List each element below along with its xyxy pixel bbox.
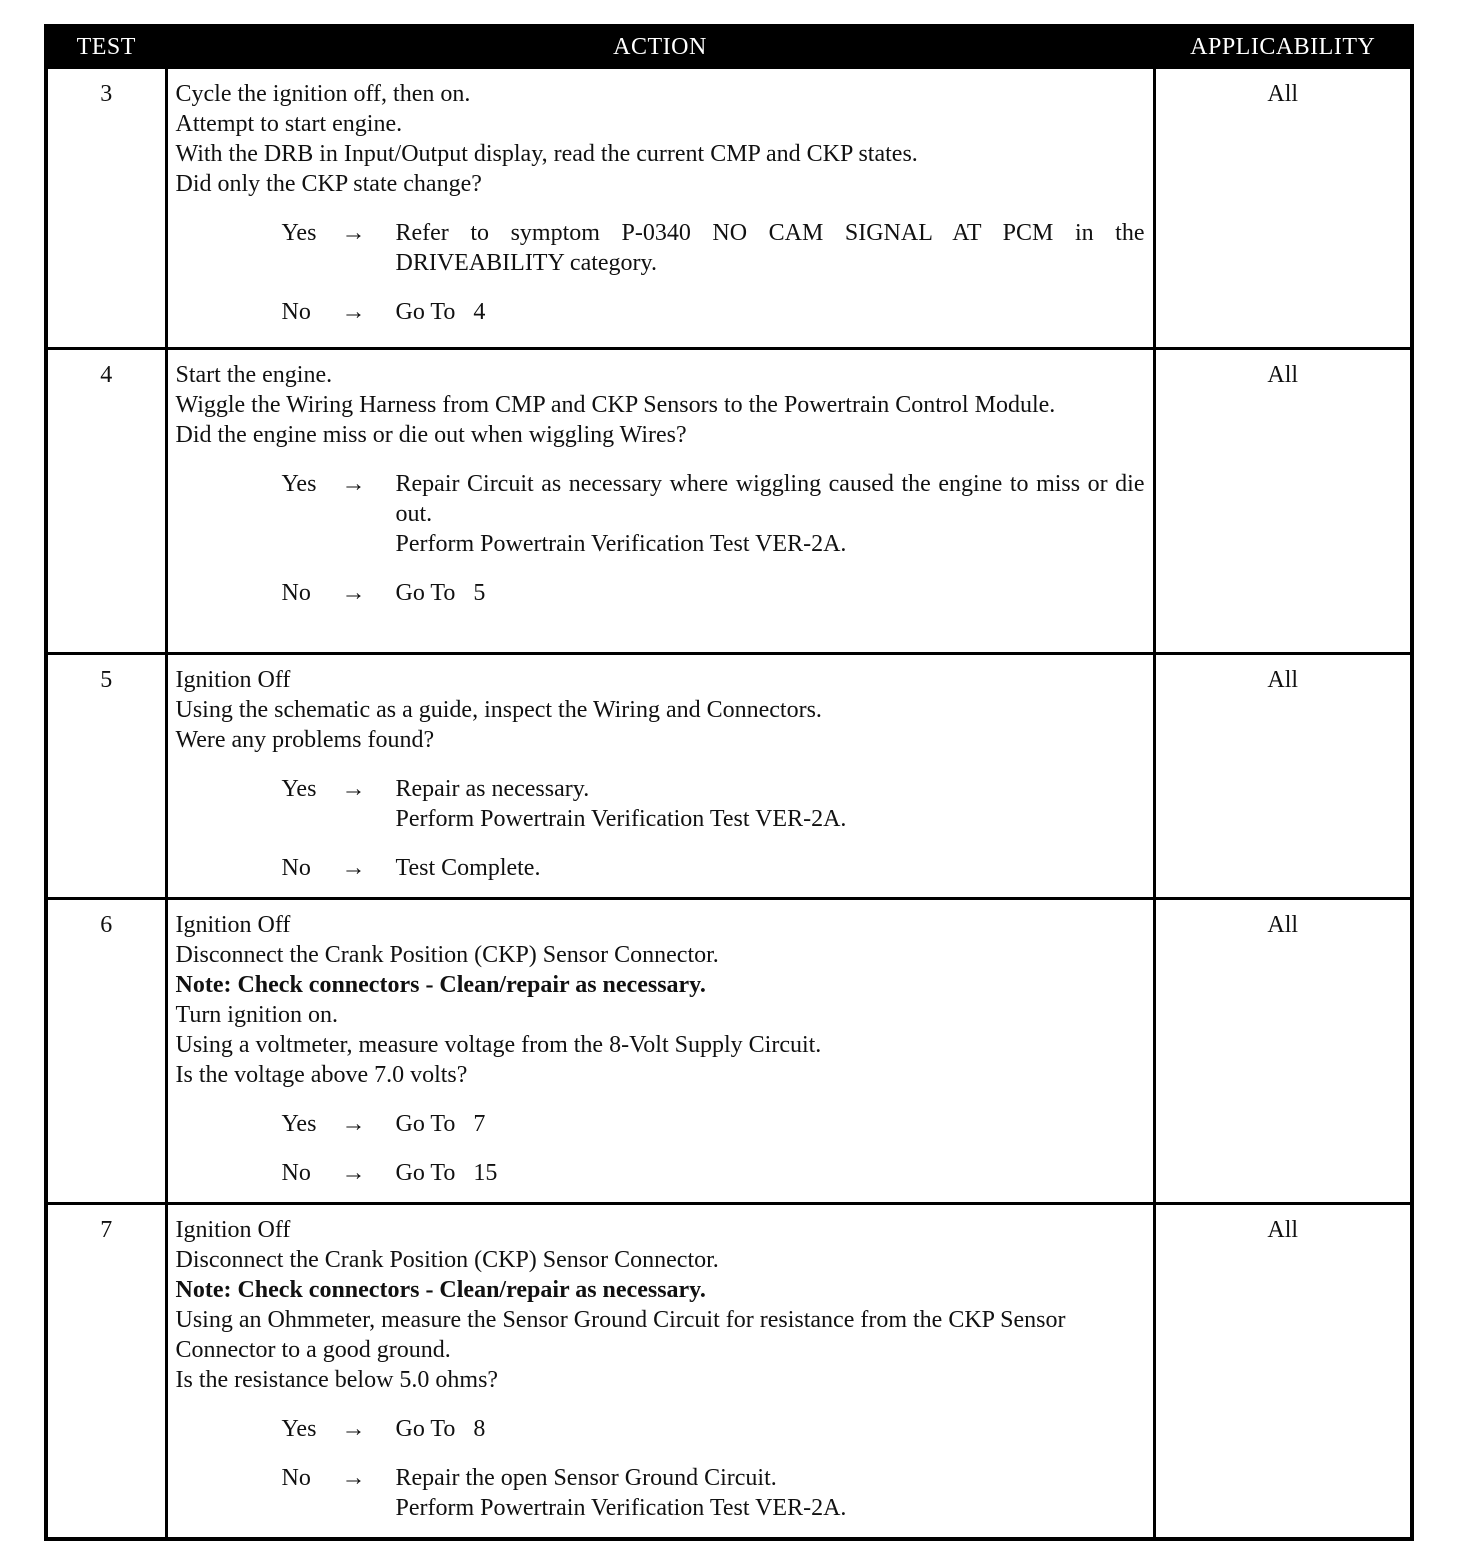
result-text: Perform Powertrain Verification Test VER-2A. [395, 1495, 847, 1521]
no-label: No [281, 1160, 311, 1186]
result-text: Repair the open Sensor Ground Circuit. [395, 1465, 777, 1491]
result-text: Go To 4 [395, 299, 486, 325]
action-cell [166, 899, 1154, 1204]
test-number: 5 [46, 654, 166, 899]
yes-label: Yes [281, 1416, 317, 1442]
right-arrow-icon: → [341, 1160, 366, 1186]
step-text: Disconnect the Crank Position (CKP) Sensor Connector. [175, 1247, 719, 1273]
applicability-value: All [1154, 1204, 1412, 1540]
yes-branch [282, 469, 1145, 559]
right-arrow-icon: → [341, 855, 366, 881]
note-text: Note: Check connectors - Clean/repair as necessary. [175, 972, 706, 998]
yes-branch [282, 1109, 1145, 1139]
question-text: Is the voltage above 7.0 volts? [175, 1062, 468, 1088]
yes-label: Yes [281, 220, 317, 246]
procedure-sheet [44, 24, 1410, 1541]
step-text: Using an Ohmmeter, measure the Sensor Ground Circuit for resistance from the CKP Sensor Connector to a good ground. [175, 1307, 1066, 1363]
table-row [46, 68, 1412, 349]
no-branch [282, 297, 1145, 327]
yes-result [396, 1414, 1145, 1444]
right-arrow-icon: → [341, 471, 366, 497]
right-arrow-icon: → [341, 1111, 366, 1137]
no-result [396, 297, 1145, 327]
result-text: Repair Circuit as necessary where wiggling caused the engine to miss or die out. [395, 471, 1145, 527]
question-text: Is the resistance below 5.0 ohms? [175, 1367, 499, 1393]
step-text: With the DRB in Input/Output display, read the current CMP and CKP states. [175, 141, 918, 167]
right-arrow-icon: → [341, 1416, 366, 1442]
table-header-row [46, 26, 1412, 68]
table-row [46, 654, 1412, 899]
question-text: Were any problems found? [175, 727, 435, 753]
action-cell [166, 1204, 1154, 1540]
step-text: Ignition Off [175, 1217, 291, 1243]
action-cell [166, 349, 1154, 654]
step-text: Using a voltmeter, measure voltage from the 8-Volt Supply Circuit. [175, 1032, 822, 1058]
test-number: 7 [46, 1204, 166, 1540]
test-number: 4 [46, 349, 166, 654]
action-cell [166, 654, 1154, 899]
step-text: Using the schematic as a guide, inspect the Wiring and Connectors. [175, 697, 822, 723]
table-row [46, 899, 1412, 1204]
result-text: Go To 5 [395, 580, 486, 606]
test-number: 6 [46, 899, 166, 1204]
yes-label: Yes [281, 1111, 317, 1137]
no-branch [282, 853, 1145, 883]
no-branch [282, 1463, 1145, 1523]
no-label: No [281, 855, 311, 881]
no-result [396, 578, 1145, 608]
result-text: Go To 15 [395, 1160, 498, 1186]
result-text: Go To 7 [395, 1111, 486, 1137]
header-action: ACTION [166, 26, 1154, 68]
step-text: Cycle the ignition off, then on. [175, 81, 471, 107]
yes-branch [282, 1414, 1145, 1444]
no-branch [282, 578, 1145, 608]
right-arrow-icon: → [341, 776, 366, 802]
yes-result [396, 469, 1145, 559]
diagnostic-procedure-table [44, 24, 1414, 1541]
applicability-value: All [1154, 349, 1412, 654]
applicability-value: All [1154, 654, 1412, 899]
no-branch [282, 1158, 1145, 1188]
header-test: TEST [46, 26, 166, 68]
no-label: No [281, 1465, 311, 1491]
result-text: Go To 8 [395, 1416, 486, 1442]
note-text: Note: Check connectors - Clean/repair as necessary. [175, 1277, 706, 1303]
result-text: Test Complete. [395, 855, 541, 881]
step-text: Ignition Off [175, 912, 291, 938]
right-arrow-icon: → [341, 299, 366, 325]
no-label: No [281, 299, 311, 325]
right-arrow-icon: → [341, 1465, 366, 1491]
header-applicability: APPLICABILITY [1154, 26, 1412, 68]
right-arrow-icon: → [341, 580, 366, 606]
applicability-value: All [1154, 899, 1412, 1204]
no-label: No [281, 580, 311, 606]
step-text: Wiggle the Wiring Harness from CMP and CKP Sensors to the Powertrain Control Module. [175, 392, 1056, 418]
result-text: Perform Powertrain Verification Test VER-2A. [395, 806, 847, 832]
yes-label: Yes [281, 471, 317, 497]
result-text: Repair as necessary. [395, 776, 590, 802]
table-row [46, 1204, 1412, 1540]
yes-branch [282, 774, 1145, 834]
step-text: Turn ignition on. [175, 1002, 338, 1028]
step-text: Ignition Off [175, 667, 291, 693]
question-text: Did the engine miss or die out when wiggling Wires? [175, 422, 687, 448]
result-text: Perform Powertrain Verification Test VER-2A. [395, 531, 847, 557]
no-result [396, 853, 1145, 883]
step-text: Attempt to start engine. [175, 111, 403, 137]
yes-result [396, 1109, 1145, 1139]
yes-branch [282, 218, 1145, 278]
yes-result [396, 774, 1145, 834]
no-result [396, 1463, 1145, 1523]
applicability-value: All [1154, 68, 1412, 349]
table-row [46, 349, 1412, 654]
yes-result [396, 218, 1145, 278]
question-text: Did only the CKP state change? [175, 171, 482, 197]
test-number: 3 [46, 68, 166, 349]
step-text: Start the engine. [175, 362, 333, 388]
no-result [396, 1158, 1145, 1188]
yes-label: Yes [281, 776, 317, 802]
result-text: Refer to symptom P-0340 NO CAM SIGNAL AT PCM in the DRIVEABILITY category. [395, 220, 1145, 276]
action-cell [166, 68, 1154, 349]
right-arrow-icon: → [341, 220, 366, 246]
step-text: Disconnect the Crank Position (CKP) Sensor Connector. [175, 942, 719, 968]
